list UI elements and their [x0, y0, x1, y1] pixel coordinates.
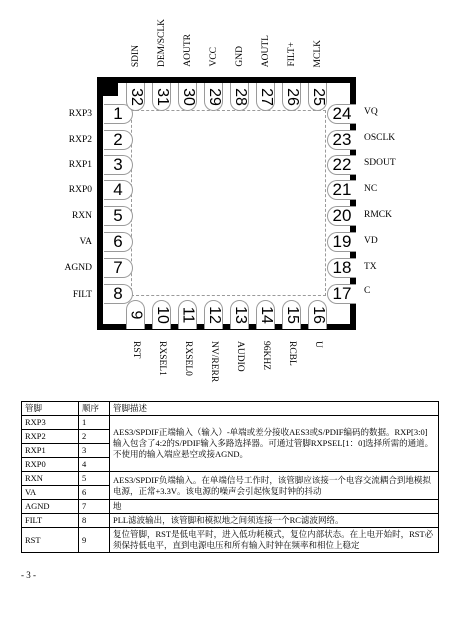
pin-7: 7	[104, 258, 133, 278]
pin-order-cell: 8	[79, 514, 110, 528]
pin-2: 2	[104, 130, 133, 150]
pin-18: 18	[327, 258, 356, 278]
pin-label: VQ	[364, 107, 378, 117]
pin-name-cell: RXN	[22, 472, 79, 486]
table-header-row	[22, 402, 439, 416]
pin-19: 19	[327, 232, 356, 252]
pin-order-cell: 1	[79, 416, 110, 430]
pin-3: 3	[104, 155, 133, 175]
pin-4: 4	[104, 180, 133, 200]
pin-14: 14	[256, 300, 275, 329]
pin-label: RXN	[71, 211, 92, 221]
pin-10: 10	[152, 300, 171, 329]
table-row	[22, 500, 439, 514]
pin-label: RXP0	[68, 185, 92, 195]
pin-order-cell: 5	[79, 472, 110, 486]
pin-label: GND	[235, 46, 245, 67]
pin-label: AOUTR	[183, 34, 193, 67]
pin-25: 25	[308, 83, 327, 111]
pin-label: RXSEL1	[157, 341, 167, 376]
pin-desc-cell: AES3/SPDIF正端输入（输入）-单端或差分接收AES3或S/PDIF编码的数据。RXP[3:0]输入包含了4:2的S/PDIF输入多路选择器。可通过管脚RXPSEL[1：0]选择所需的通道。不使用的输入端应悬空或接AGND。	[110, 416, 439, 472]
pin-label: RXP2	[68, 135, 92, 145]
pin-order-cell: 2	[79, 430, 110, 444]
pin-label: VCC	[209, 47, 219, 67]
pin-label: SDIN	[131, 44, 141, 67]
pin-desc-cell: AES3/SPDIF负端输入。在单端信号工作时，该管脚应该接一个电容交流耦合到地模拟电源，正常+3.3V。该电源的噪声会引起恢复时钟的抖动	[110, 472, 439, 500]
pin-5: 5	[104, 206, 133, 226]
pin-label: AGND	[64, 263, 92, 273]
pin-27: 27	[256, 83, 275, 111]
pin-label: RXSEL0	[183, 341, 193, 376]
table-row	[22, 514, 439, 528]
pin-label: SDOUT	[364, 158, 396, 168]
pin-label: RXP3	[68, 109, 92, 119]
exposed-pad-outline	[131, 110, 326, 296]
pin-21: 21	[327, 180, 356, 200]
pin-12: 12	[204, 300, 223, 329]
pin-label: VD	[364, 236, 378, 246]
pin-15: 15	[282, 300, 301, 329]
pin-label: AUDIO	[235, 341, 245, 372]
pin-label: FILT	[72, 290, 92, 300]
table-row	[22, 472, 439, 486]
pin-name-cell: RXP3	[22, 416, 79, 430]
pin-name-cell: AGND	[22, 500, 79, 514]
pin-description-table	[21, 401, 439, 553]
pin-20: 20	[327, 206, 356, 226]
pin-label: MCLK	[313, 39, 323, 67]
pin-name-cell: FILT	[22, 514, 79, 528]
pin-28: 28	[230, 83, 249, 111]
pin-label: TX	[364, 262, 377, 272]
pin-1: 1	[104, 104, 133, 124]
pin-label: NC	[364, 184, 378, 194]
pin-9: 9	[126, 300, 145, 329]
header-pin: 管脚	[22, 402, 79, 416]
header-description: 管脚描述	[110, 402, 439, 416]
pin-label: AOUTL	[261, 34, 271, 67]
pin-31: 31	[152, 83, 171, 111]
pin-label: U	[313, 341, 323, 348]
pin-24: 24	[327, 104, 356, 124]
pin-order-cell: 4	[79, 458, 110, 472]
pin-label: FILT+	[287, 42, 297, 67]
pin-26: 26	[282, 83, 301, 111]
header-order: 顺序	[79, 402, 110, 416]
pin-name-cell: RXP2	[22, 430, 79, 444]
pin-name-cell: RST	[22, 528, 79, 553]
pin-16: 16	[308, 300, 327, 329]
pin-desc-cell: PLL滤波输出，该管脚和模拟地之间须连接一个RC滤波网络。	[110, 514, 439, 528]
pin-6: 6	[104, 232, 133, 252]
pin-23: 23	[327, 130, 356, 150]
pin-desc-cell: 地	[110, 500, 439, 514]
pin-name-cell: RXP1	[22, 444, 79, 458]
pin-label: VA	[79, 237, 92, 247]
page-number: - 3 -	[21, 570, 36, 580]
pin-order-cell: 7	[79, 500, 110, 514]
pin-desc-cell: 复位管脚，RST是低电平时，进入低功耗模式，复位内部状态。在上电开始时，RST必须保持低电平，直到电源电压和所有输入时钟在频率和相位上稳定	[110, 528, 439, 553]
pin-label: 96KHZ	[261, 341, 271, 371]
pin-order-cell: 6	[79, 486, 110, 500]
pin-29: 29	[204, 83, 223, 111]
pin-label: RXP1	[68, 160, 92, 170]
pin-name-cell: RXP0	[22, 458, 79, 472]
pin-label: RCBL	[287, 341, 297, 366]
pin-label: RST	[131, 341, 141, 359]
pin-name-cell: VA	[22, 486, 79, 500]
pin1-marker	[103, 83, 118, 96]
pin-label: NV/RERR	[209, 341, 219, 383]
table-row	[22, 416, 439, 430]
pin-order-cell: 3	[79, 444, 110, 458]
pin-22: 22	[327, 155, 356, 175]
pin-32: 32	[126, 83, 145, 111]
pin-label: RMCK	[364, 210, 392, 220]
pin-17: 17	[327, 284, 356, 304]
pin-13: 13	[230, 300, 249, 329]
table-row	[22, 528, 439, 553]
pin-label: OSCLK	[364, 133, 396, 143]
pin-label: DEM/SCLK	[157, 18, 167, 67]
pin-order-cell: 9	[79, 528, 110, 553]
pin-label: C	[364, 286, 371, 296]
pin-30: 30	[178, 83, 197, 111]
pin-8: 8	[104, 284, 133, 304]
pin-11: 11	[178, 300, 197, 329]
